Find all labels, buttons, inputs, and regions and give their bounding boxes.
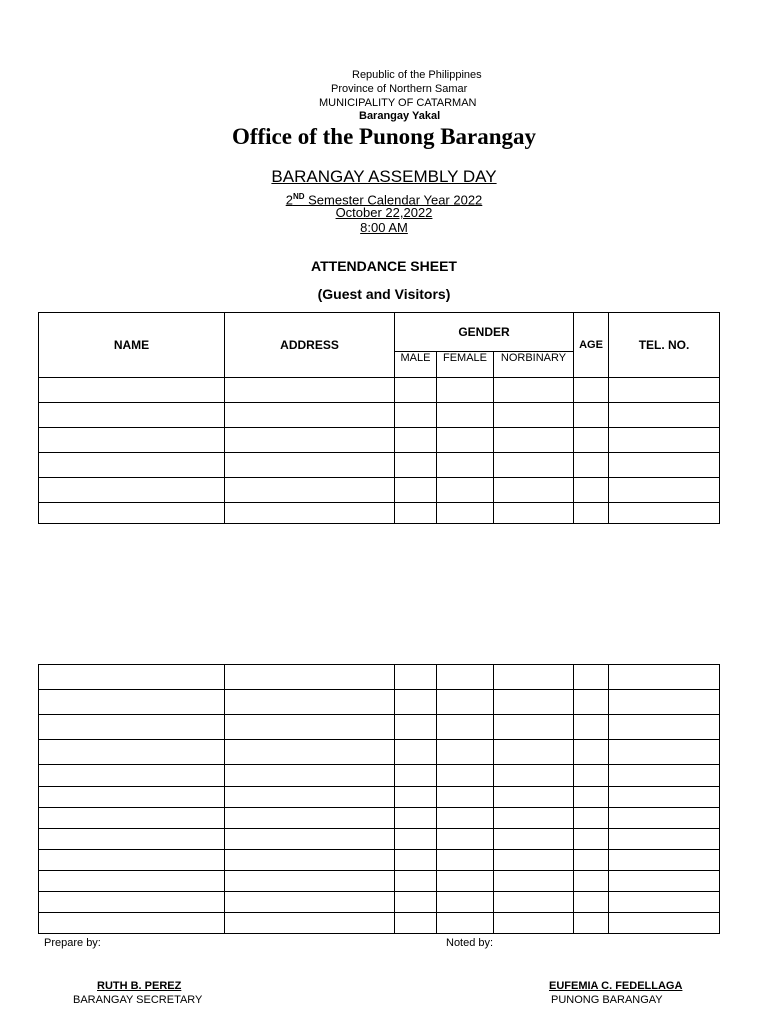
male-cell[interactable] [395,378,437,403]
table-row [39,892,720,913]
noted-title: PUNONG BARANGAY [551,994,663,1006]
address-cell[interactable] [225,829,395,850]
table-row [39,850,720,871]
nonbinary-cell[interactable] [494,503,574,524]
table-row [39,503,720,524]
nonbinary-cell[interactable] [494,478,574,503]
header-gender: GENDER [395,313,574,352]
nonbinary-cell[interactable] [494,378,574,403]
female-cell[interactable] [437,428,494,453]
address-cell[interactable] [225,690,395,715]
female-cell[interactable] [437,715,494,740]
tel-cell[interactable] [609,850,720,871]
name-cell[interactable] [39,850,225,871]
male-cell[interactable] [395,787,437,808]
noted-label: Noted by: [446,937,494,949]
age-cell[interactable] [574,787,609,808]
nonbinary-cell[interactable] [494,403,574,428]
tel-cell[interactable] [609,765,720,787]
address-cell[interactable] [225,787,395,808]
age-cell[interactable] [574,892,609,913]
barangay-line: Barangay Yakal [359,110,441,122]
female-cell[interactable] [437,850,494,871]
noted-name: EUFEMIA C. FEDELLAGA [549,980,683,992]
female-cell[interactable] [437,690,494,715]
tel-cell[interactable] [609,808,720,829]
table-row [39,428,720,453]
nonbinary-cell[interactable] [494,913,574,934]
age-cell[interactable] [574,428,609,453]
male-cell[interactable] [395,478,437,503]
table-row [39,765,720,787]
nonbinary-cell[interactable] [494,829,574,850]
name-cell[interactable] [39,829,225,850]
male-cell[interactable] [395,740,437,765]
age-cell[interactable] [574,850,609,871]
top-table-body [39,378,720,524]
address-cell[interactable] [225,850,395,871]
female-cell[interactable] [437,378,494,403]
name-cell[interactable] [39,892,225,913]
nonbinary-cell[interactable] [494,892,574,913]
female-cell[interactable] [437,829,494,850]
province-line: Province of Northern Samar [331,83,468,95]
tel-cell[interactable] [609,913,720,934]
name-cell[interactable] [39,787,225,808]
female-cell[interactable] [437,871,494,892]
female-cell[interactable] [437,503,494,524]
female-cell[interactable] [437,787,494,808]
tel-cell[interactable] [609,665,720,690]
header-nonbinary: NORBINARY [494,352,574,378]
address-cell[interactable] [225,378,395,403]
name-cell[interactable] [39,428,225,453]
nonbinary-cell[interactable] [494,871,574,892]
age-cell[interactable] [574,913,609,934]
table-row [39,378,720,403]
municipality-line: MUNICIPALITY OF CATARMAN [319,97,477,109]
age-cell[interactable] [574,378,609,403]
name-cell[interactable] [39,478,225,503]
male-cell[interactable] [395,829,437,850]
table-row [39,690,720,715]
header-male: MALE [395,352,437,378]
semester-text: Semester Calendar Year 2022 [304,192,483,208]
age-cell[interactable] [574,690,609,715]
republic-line: Republic of the Philippines [352,69,482,81]
name-cell[interactable] [39,913,225,934]
semester-number: 2 [285,192,293,208]
address-cell[interactable] [225,871,395,892]
tel-cell[interactable] [609,871,720,892]
office-title: Office of the Punong Barangay [231,124,537,149]
address-cell[interactable] [225,665,395,690]
female-cell[interactable] [437,403,494,428]
age-cell[interactable] [574,808,609,829]
table-row [39,871,720,892]
address-cell[interactable] [225,478,395,503]
table-row [39,715,720,740]
prepared-name: RUTH B. PEREZ [97,980,182,992]
sheet-title: ATTENDANCE SHEET [311,258,457,274]
table-row [39,808,720,829]
name-cell[interactable] [39,740,225,765]
tel-cell[interactable] [609,715,720,740]
header-female: FEMALE [437,352,494,378]
name-cell[interactable] [39,808,225,829]
header-address: ADDRESS [225,313,395,378]
age-cell[interactable] [574,829,609,850]
attendance-table-bottom [38,664,720,934]
nonbinary-cell[interactable] [494,808,574,829]
table-row [39,740,720,765]
header-name: NAME [39,313,225,378]
tel-cell[interactable] [609,787,720,808]
sheet-subtitle: (Guest and Visitors) [317,286,451,302]
male-cell[interactable] [395,403,437,428]
event-title: BARANGAY ASSEMBLY DAY [271,167,497,186]
age-cell[interactable] [574,453,609,478]
name-cell[interactable] [39,765,225,787]
semester-suffix: ND [292,192,305,201]
nonbinary-cell[interactable] [494,665,574,690]
name-cell[interactable] [39,690,225,715]
age-cell[interactable] [574,403,609,428]
tel-cell[interactable] [609,503,720,524]
female-cell[interactable] [437,765,494,787]
female-cell[interactable] [437,453,494,478]
nonbinary-cell[interactable] [494,740,574,765]
bottom-table-body [39,665,720,934]
female-cell[interactable] [437,665,494,690]
age-cell[interactable] [574,665,609,690]
age-cell[interactable] [574,765,609,787]
table-row [39,665,720,690]
female-cell[interactable] [437,808,494,829]
table-row [39,913,720,934]
male-cell[interactable] [395,453,437,478]
address-cell[interactable] [225,913,395,934]
prepared-title: BARANGAY SECRETARY [73,994,203,1006]
male-cell[interactable] [395,428,437,453]
female-cell[interactable] [437,913,494,934]
tel-cell[interactable] [609,378,720,403]
table-row [39,829,720,850]
address-cell[interactable] [225,892,395,913]
male-cell[interactable] [395,913,437,934]
table-row [39,787,720,808]
female-cell[interactable] [437,740,494,765]
attendance-table-top [38,312,720,524]
address-cell[interactable] [225,808,395,829]
tel-cell[interactable] [609,829,720,850]
tel-cell[interactable] [609,892,720,913]
nonbinary-cell[interactable] [494,787,574,808]
nonbinary-cell[interactable] [494,453,574,478]
nonbinary-cell[interactable] [494,765,574,787]
male-cell[interactable] [395,503,437,524]
name-cell[interactable] [39,665,225,690]
tel-cell[interactable] [609,690,720,715]
age-cell[interactable] [574,503,609,524]
name-cell[interactable] [39,378,225,403]
nonbinary-cell[interactable] [494,850,574,871]
name-cell[interactable] [39,503,225,524]
name-cell[interactable] [39,453,225,478]
tel-cell[interactable] [609,428,720,453]
header-age: AGE [574,313,609,378]
address-cell[interactable] [225,765,395,787]
tel-cell[interactable] [609,403,720,428]
age-cell[interactable] [574,478,609,503]
tel-cell[interactable] [609,740,720,765]
nonbinary-cell[interactable] [494,690,574,715]
nonbinary-cell[interactable] [494,428,574,453]
male-cell[interactable] [395,690,437,715]
name-cell[interactable] [39,715,225,740]
address-cell[interactable] [225,453,395,478]
age-cell[interactable] [574,871,609,892]
nonbinary-cell[interactable] [494,715,574,740]
female-cell[interactable] [437,478,494,503]
name-cell[interactable] [39,871,225,892]
table-row [39,478,720,503]
male-cell[interactable] [395,850,437,871]
male-cell[interactable] [395,765,437,787]
address-cell[interactable] [225,403,395,428]
address-cell[interactable] [225,740,395,765]
prepared-label: Prepare by: [44,937,101,949]
male-cell[interactable] [395,808,437,829]
male-cell[interactable] [395,871,437,892]
male-cell[interactable] [395,715,437,740]
male-cell[interactable] [395,892,437,913]
address-cell[interactable] [225,715,395,740]
address-cell[interactable] [225,503,395,524]
table-row [39,403,720,428]
male-cell[interactable] [395,665,437,690]
female-cell[interactable] [437,892,494,913]
header-tel: TEL. NO. [609,313,720,378]
tel-cell[interactable] [609,453,720,478]
age-cell[interactable] [574,740,609,765]
event-time: 8:00 AM [360,220,408,235]
name-cell[interactable] [39,403,225,428]
tel-cell[interactable] [609,478,720,503]
event-date: October 22,2022 [335,205,433,220]
address-cell[interactable] [225,428,395,453]
table-row [39,453,720,478]
age-cell[interactable] [574,715,609,740]
